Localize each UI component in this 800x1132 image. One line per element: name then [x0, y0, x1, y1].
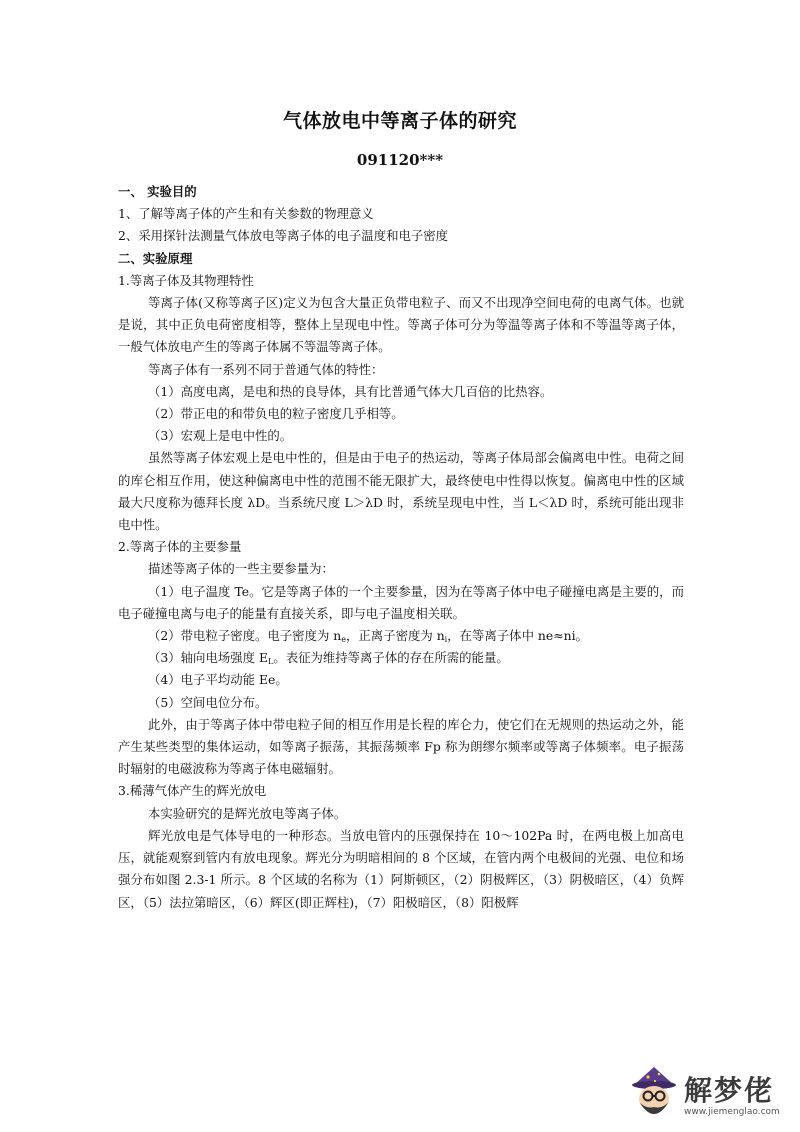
- document-subtitle: 091120***: [356, 151, 444, 169]
- paragraph: （5）空间电位分布。: [148, 694, 268, 710]
- subscript-text: e: [341, 635, 347, 645]
- paragraph: 等离子体有一系列不同于普通气体的特性：: [148, 361, 384, 377]
- subsection-line: 2.等离子体的主要参量: [118, 539, 242, 555]
- paragraph: [118, 625, 684, 647]
- section-heading: 一、 实验目的: [118, 184, 197, 199]
- subsection-line: 2、采用探针法测量气体放电等离子体的电子温度和电子密度: [118, 228, 449, 244]
- section-heading: 二、实验原理: [118, 250, 193, 266]
- paragraph: （1）电子温度 Te。它是等离子体的一个主要参量，因为在等离子体中电子碰撞电离是主要的，而电子碰撞电离与电子的能量有直接关系，即与电子温度相关联。: [118, 583, 684, 621]
- paragraph-fragment: ，在等离子体中 ne≈ni。: [447, 628, 588, 644]
- document-title: 气体放电中等离子体的研究: [282, 110, 517, 132]
- paragraph: 本实验研究的是辉光放电等离子体。: [148, 805, 347, 821]
- fortune-teller-logo-icon: [628, 1063, 680, 1121]
- watermark-brand: 解梦佬: [684, 1074, 775, 1107]
- paragraph: （4）电子平均动能 Ee。: [148, 672, 288, 688]
- paragraph: （3）宏观上是电中性的。: [148, 428, 293, 444]
- paragraph-fragment: 。表征为维持等离子体的存在所需的能量。: [273, 650, 509, 666]
- paragraph: （2）带正电的和带负电的粒子密度几乎相等。: [148, 406, 404, 422]
- paragraph: 辉光放电是气体导电的一种形态。当放电管内的压强保持在 10～102Pa 时，在两电极上加高电压，就能观察到管内有放电现象。辉光分为明暗相间的 8 个区域，在管内两个电极间的光强、电位和场强分布如图 2.3-1 所示。8 个区域的名称为（1）阿斯顿区，（2）阴极辉区，（3）阴极暗区，（4）负辉区，（5）法拉第暗区，（6）辉区(即正辉柱)，（7）阳极暗区，（8）阳极辉: [118, 827, 684, 910]
- watermark: [628, 1063, 788, 1125]
- paragraph-fragment: （2）带电粒子密度。电子密度为 n: [148, 628, 342, 644]
- paragraph-fragment: （3）轴向电场强度 E: [148, 650, 268, 666]
- paragraph: 虽然等离子体宏观上是电中性的，但是由于电子的热运动，等离子体局部会偏离电中性。电荷之间的库仑相互作用，使这种偏离电中性的范围不能无限扩大，最终使电中性得以恢复。偏离电中性的区域最大尺度称为德拜长度 λD。当系统尺度 L＞λD 时，系统呈现电中性，当 L＜λD 时，系统可能出现非电中性。: [118, 450, 684, 533]
- watermark-url: www.jiemenglao.com: [684, 1107, 780, 1117]
- paragraph: 描述等离子体的一些主要参量为：: [148, 561, 334, 577]
- paragraph: 此外，由于等离子体中带电粒子间的相互作用是长程的库仑力，使它们在无规则的热运动之外，能产生某些类型的集体运动，如等离子振荡，其振荡频率 Fp 称为朗缪尔频率或等离子体频率。电子振荡时辐射的电磁波称为等离子体电磁辐射。: [118, 716, 684, 777]
- paragraph-fragment: ，正离子密度为 n: [346, 628, 445, 644]
- subscript-text: i: [444, 635, 448, 645]
- subsection-line: 1.等离子体及其物理特性: [118, 272, 254, 288]
- subscript-text: L: [268, 657, 274, 667]
- paragraph: （1）高度电离，是电和热的良导体，具有比普通气体大几百倍的比热容。: [148, 383, 553, 399]
- paragraph: 等离子体(又称等离子区)定义为包含大量正负带电粒子、而又不出现净空间电荷的电离气体。也就是说，其中正负电荷密度相等，整体上呈现电中性。等离子体可分为等温等离子体和不等温等离子体，一般气体放电产生的等离子体属不等温等离子体。: [118, 295, 684, 355]
- document-body: [118, 181, 684, 914]
- paragraph: [118, 647, 684, 669]
- subsection-line: 1、了解等离子体的产生和有关参数的物理意义: [118, 206, 374, 222]
- subsection-line: 3.稀薄气体产生的辉光放电: [118, 783, 267, 799]
